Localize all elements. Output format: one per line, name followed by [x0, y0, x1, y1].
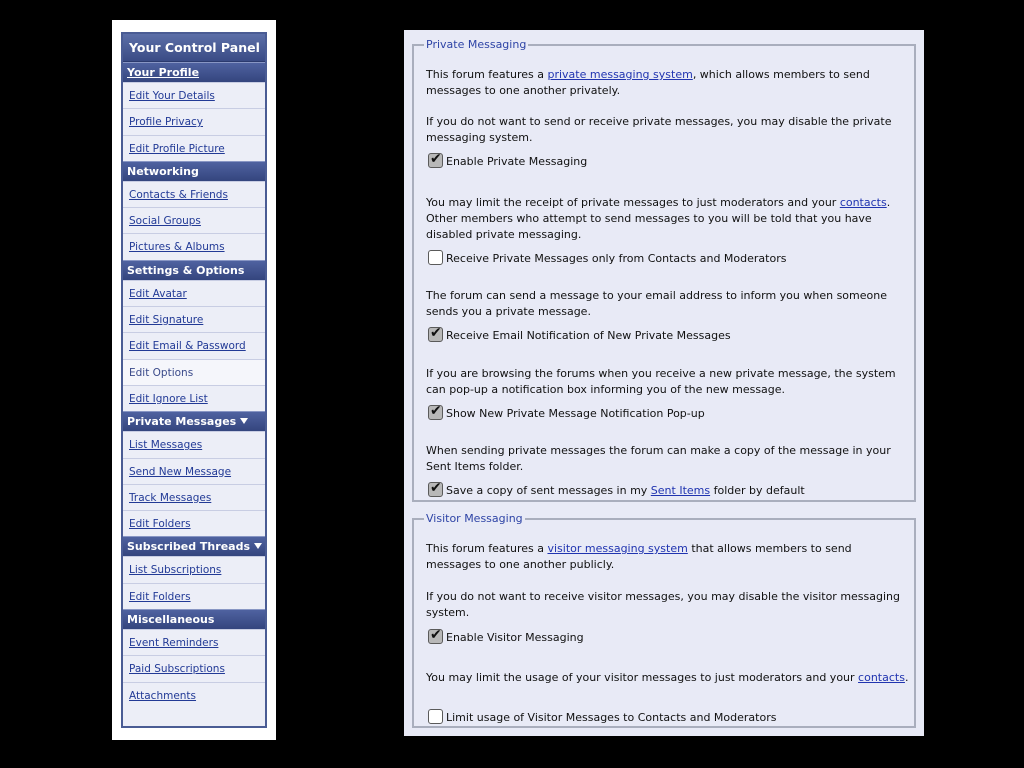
- sidebar-item-edit-profile-picture[interactable]: Edit Profile Picture: [123, 135, 265, 161]
- sidebar-heading-private-messages[interactable]: [123, 411, 265, 431]
- sidebar-item-social-groups[interactable]: Social Groups: [123, 207, 265, 233]
- contacts-link[interactable]: contacts: [839, 196, 887, 209]
- vm-limit-option[interactable]: [428, 709, 776, 725]
- sent-items-link[interactable]: Sent Items: [650, 484, 711, 497]
- pm-email-option[interactable]: [428, 327, 731, 343]
- enable-vm-option[interactable]: [428, 629, 584, 645]
- private-messaging-legend: Private Messaging: [426, 38, 527, 51]
- private-messaging-fieldset: [412, 38, 916, 502]
- sidebar-item-send-new-message[interactable]: Send New Message: [123, 458, 265, 484]
- sidebar-item-profile-privacy[interactable]: Profile Privacy: [123, 108, 265, 134]
- pm-limit-checkbox[interactable]: [428, 250, 443, 265]
- pm-email-checkbox[interactable]: [428, 327, 443, 342]
- sidebar-heading-label: Subscribed Threads: [127, 540, 250, 554]
- vm-disable-text: If you do not want to receive visitor messages, you may disable the visitor messaging system.: [426, 590, 900, 619]
- vm-limit-label: Limit usage of Visitor Messages to Contacts and Moderators: [446, 711, 777, 724]
- pm-copy-option[interactable]: ✔Save a copy of sent messages in my Sent Items folder by default: [428, 482, 805, 498]
- private-messaging-system-link[interactable]: private messaging system: [547, 68, 693, 81]
- sidebar-heading-label: Private Messages: [127, 415, 237, 429]
- enable-pm-label: Enable Private Messaging: [446, 155, 588, 168]
- pm-disable-text: If you do not want to send or receive private messages, you may disable the private messaging system.: [426, 115, 892, 144]
- pm-email-text: The forum can send a message to your email address to inform you when someone sends you a private message.: [426, 289, 887, 318]
- sidebar-item-attachments[interactable]: Attachments: [123, 682, 265, 708]
- visitor-messaging-fieldset: [412, 512, 916, 728]
- vm-intro-text: This forum features a visitor messaging system that allows members to send messages to one another publicly.: [426, 542, 852, 571]
- pm-limit-label: Receive Private Messages only from Contacts and Moderators: [446, 252, 787, 265]
- sidebar-item-edit-folders-pm[interactable]: Edit Folders: [123, 510, 265, 536]
- pm-copy-checkbox[interactable]: [428, 482, 443, 497]
- sidebar-item-edit-ignore-list[interactable]: Edit Ignore List: [123, 385, 265, 411]
- sidebar-container: [112, 20, 276, 740]
- sidebar-item-event-reminders[interactable]: Event Reminders: [123, 629, 265, 655]
- sidebar-item-paid-subscriptions[interactable]: Paid Subscriptions: [123, 655, 265, 681]
- sidebar-item-contacts-friends[interactable]: Contacts & Friends: [123, 181, 265, 207]
- enable-vm-label: Enable Visitor Messaging: [446, 631, 584, 644]
- pm-email-label: Receive Email Notification of New Private Messages: [446, 329, 731, 342]
- sidebar-heading-your-profile[interactable]: Your Profile: [123, 62, 265, 82]
- sidebar-item-edit-avatar[interactable]: Edit Avatar: [123, 280, 265, 306]
- pm-limit-option[interactable]: [428, 250, 786, 266]
- pm-popup-checkbox[interactable]: [428, 405, 443, 420]
- sidebar-heading-miscellaneous: Miscellaneous: [123, 609, 265, 629]
- pm-popup-option[interactable]: [428, 405, 705, 421]
- sidebar-item-edit-your-details[interactable]: Edit Your Details: [123, 82, 265, 108]
- collapse-triangle-icon[interactable]: [240, 418, 248, 424]
- sidebar-item-edit-signature[interactable]: Edit Signature: [123, 306, 265, 332]
- enable-vm-checkbox[interactable]: [428, 629, 443, 644]
- control-panel-sidebar: [121, 32, 267, 728]
- sidebar-item-edit-folders-subs[interactable]: Edit Folders: [123, 583, 265, 609]
- pm-popup-label: Show New Private Message Notification Pop-up: [446, 407, 705, 420]
- enable-pm-option[interactable]: [428, 153, 587, 169]
- sidebar-item-edit-email-password[interactable]: Edit Email & Password: [123, 332, 265, 358]
- collapse-triangle-icon[interactable]: [254, 543, 262, 549]
- pm-copy-text: When sending private messages the forum can make a copy of the message in your Sent Items folder.: [426, 444, 891, 473]
- sidebar-heading-settings-options: Settings & Options: [123, 260, 265, 280]
- sidebar-item-pictures-albums[interactable]: Pictures & Albums: [123, 233, 265, 259]
- sidebar-title: Your Control Panel: [123, 34, 265, 62]
- vm-limit-checkbox[interactable]: [428, 709, 443, 724]
- sidebar-item-edit-options[interactable]: Edit Options: [123, 359, 265, 385]
- options-panel: [404, 30, 924, 736]
- pm-intro-text: This forum features a private messaging system, which allows members to send messages to one another privately.: [426, 68, 870, 97]
- sidebar-heading-networking: Networking: [123, 161, 265, 181]
- visitor-messaging-legend: Visitor Messaging: [426, 512, 523, 525]
- sidebar-item-list-messages[interactable]: List Messages: [123, 431, 265, 457]
- vm-limit-text: You may limit the usage of your visitor messages to just moderators and your contacts.: [426, 671, 909, 684]
- pm-popup-text: If you are browsing the forums when you receive a new private message, the system can pop-up a notification box informing you of the new message.: [426, 367, 896, 396]
- pm-limit-text: You may limit the receipt of private messages to just moderators and your contacts. Other members who attempt to send messages to you will be told that you have disabled private messaging.: [426, 196, 891, 241]
- enable-pm-checkbox[interactable]: [428, 153, 443, 168]
- sidebar-heading-subscribed-threads[interactable]: [123, 536, 265, 556]
- sidebar-item-track-messages[interactable]: Track Messages: [123, 484, 265, 510]
- visitor-messaging-system-link[interactable]: visitor messaging system: [547, 542, 688, 555]
- vm-contacts-link[interactable]: contacts: [858, 671, 905, 684]
- sidebar-item-list-subscriptions[interactable]: List Subscriptions: [123, 556, 265, 582]
